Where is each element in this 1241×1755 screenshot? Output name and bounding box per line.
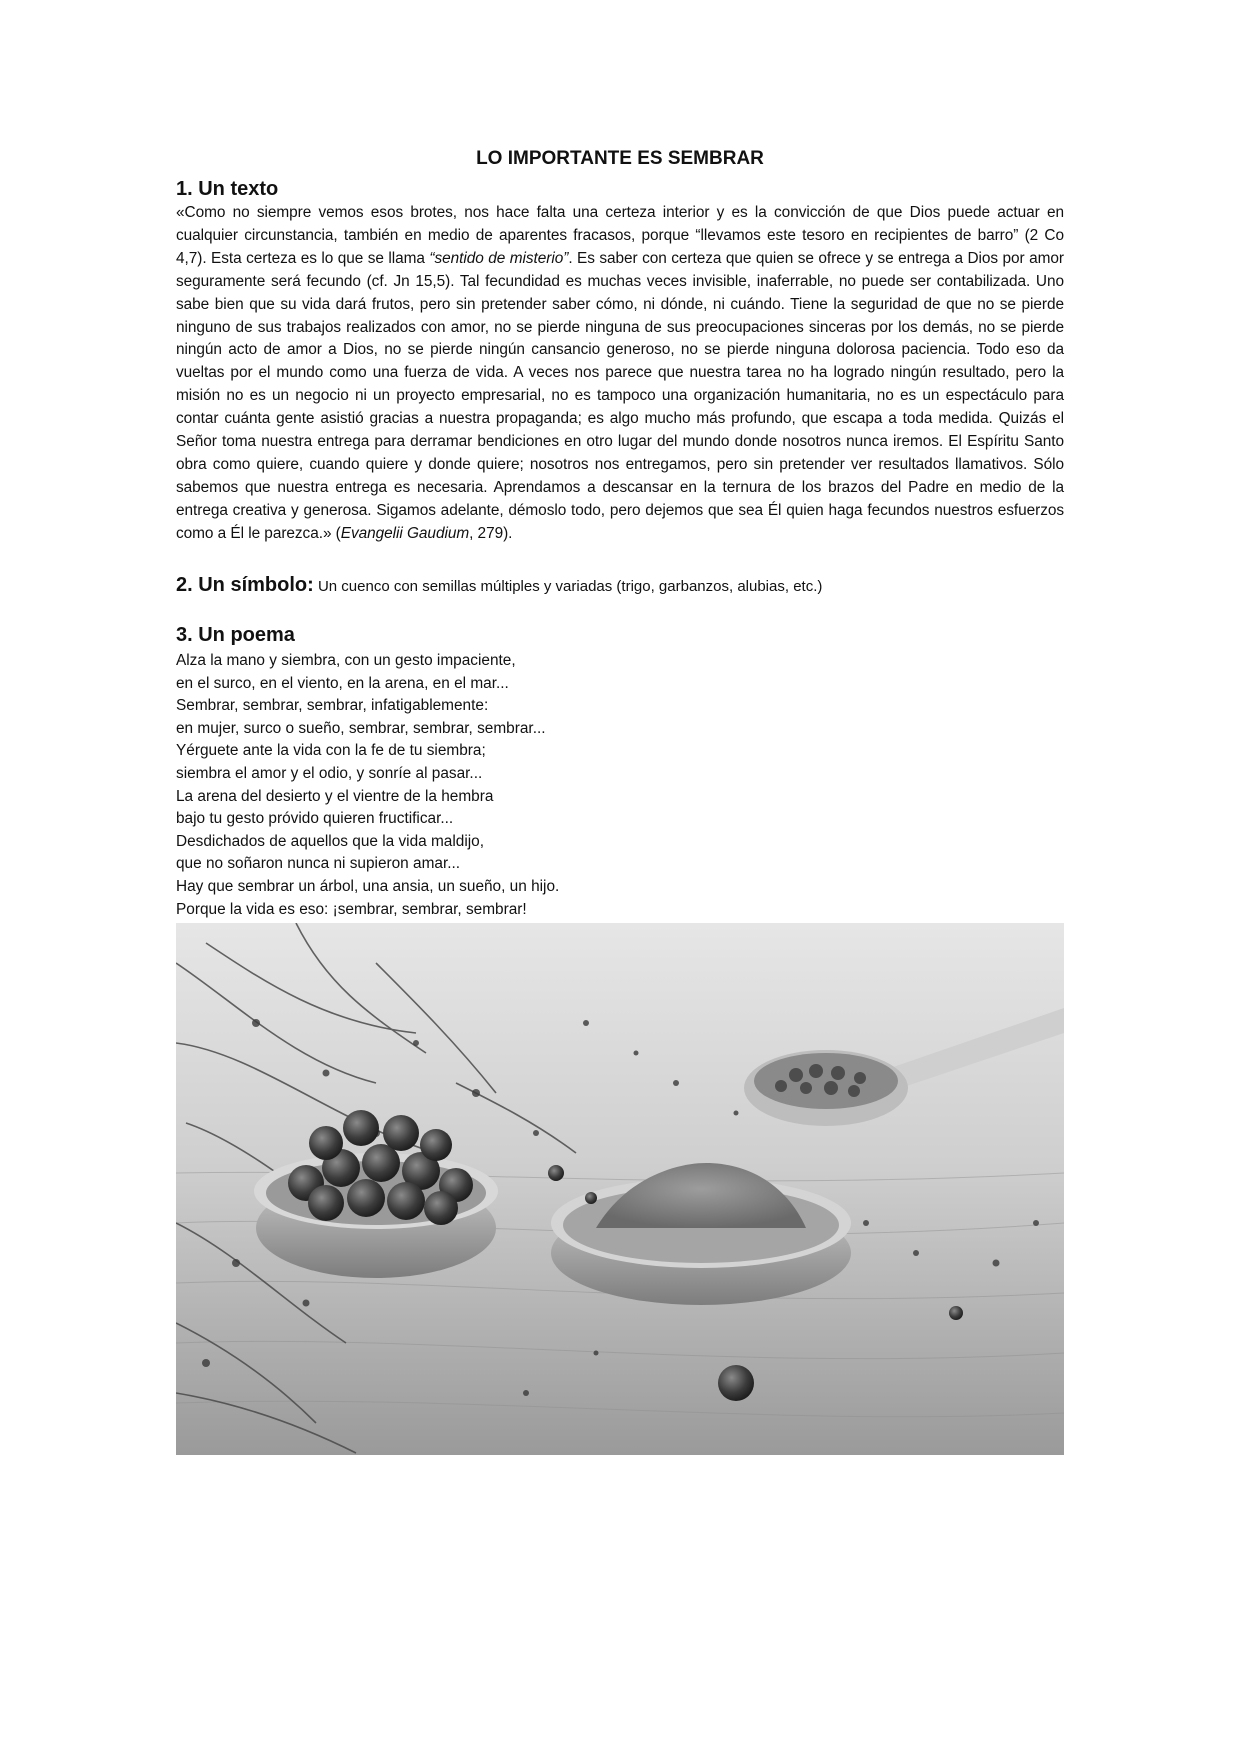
poem-line: en el surco, en el viento, en la arena, en el mar... <box>176 674 509 692</box>
poem-line: siembra el amor y el odio, y sonríe al pasar... <box>176 764 483 782</box>
poem-line: en mujer, surco o sueño, sembrar, sembrar, sembrar... <box>176 719 546 737</box>
page-title: LO IMPORTANTE ES SEMBRAR <box>476 148 764 169</box>
quote-text: «Como no siempre vemos esos brotes, nos hace falta una certeza interior y es la convicción de que Dios puede actuar en cualquier circunstancia, también en medio de aparentes fracasos, porque “llevamos este tesoro en recipientes de barro” (2 Co 4,7). Esta certeza es lo que se llama <box>176 204 1064 267</box>
section-heading: 1. Un texto <box>176 178 279 200</box>
quote-emphasis: “sentido de misterio” <box>429 249 569 267</box>
poem-line: Yérguete ante la vida con la fe de tu siembra; <box>176 742 486 760</box>
source-title: Evangelii Gaudium <box>340 524 470 542</box>
poem-line: Desdichados de aquellos que la vida maldijo, <box>176 832 485 850</box>
quote-paragraph <box>176 202 1064 546</box>
poem <box>176 650 1064 921</box>
poem-line: Hay que sembrar un árbol, una ansia, un sueño, un hijo. <box>176 877 560 895</box>
section-text <box>176 176 1064 546</box>
quote-text-continued: . Es saber con certeza que quien se ofrece y se entrega a Dios por amor seguramente será fecundo (cf. Jn 15,5). Tal fecundidad es muchas veces invisible, inaferrable, no puede ser contabilizada. Uno sabe bien que su vida dará frutos, pero sin pretender saber cómo, ni dónde, ni cuándo. Tiene la seguridad de que no se pierde ninguno de sus trabajos realizados con amor, no se pierde ninguna de sus preocupaciones sinceras por los demás, no se pierde ningún acto de amor a Dios, no se pierde ningún cansancio generoso, no se pierde ninguna dolorosa paciencia. Todo eso da vueltas por el mundo como una fuerza de vida. A veces nos parece que nuestra tarea no ha logrado ningún resultado, pero la misión no es un negocio ni un proyecto empresarial, no es tampoco una organización humanitaria, no es un espectáculo para contar cuánta gente asistió gracias a nuestra propaganda; es algo mucho más profundo, que escapa a toda medida. Quizás el Señor toma nuestra entrega para derramar bendiciones en otro lugar del mundo donde nosotros nunca iremos. El Espíritu Santo obra como quiere, cuando quiere y donde quiere; nosotros nos entregamos, pero sin pretender ver resultados llamativos. Sólo sabemos que nuestra entrega es necesaria. Aprendamos a descansar en la ternura de los brazos del Padre en medio de la entrega creativa y generosa. Sigamos adelante, démoslo todo, pero dejemos que sea Él quien haga fecundos nuestros esfuerzos como a Él le parezca.» ( <box>176 249 1064 542</box>
spices-photo <box>176 923 1064 1455</box>
poem-line: La arena del desierto y el vientre de la hembra <box>176 787 494 805</box>
poem-line: bajo tu gesto próvido quieren fructificar... <box>176 810 454 828</box>
section-poem <box>176 622 1064 921</box>
poem-line: que no soñaron nunca ni supieron amar... <box>176 855 461 873</box>
poem-line: Sembrar, sembrar, sembrar, infatigablemente: <box>176 697 489 715</box>
poem-line: Porque la vida es eso: ¡sembrar, sembrar, sembrar! <box>176 900 527 918</box>
symbol-description: Un cuenco con semillas múltiples y variadas (trigo, garbanzos, alubias, etc.) <box>313 578 823 595</box>
section-heading: 3. Un poema <box>176 624 295 646</box>
source-reference: , 279). <box>469 524 513 542</box>
poem-line: Alza la mano y siembra, con un gesto impaciente, <box>176 652 516 669</box>
section-heading: 2. Un símbolo: <box>176 574 314 596</box>
section-symbol <box>176 572 1064 600</box>
